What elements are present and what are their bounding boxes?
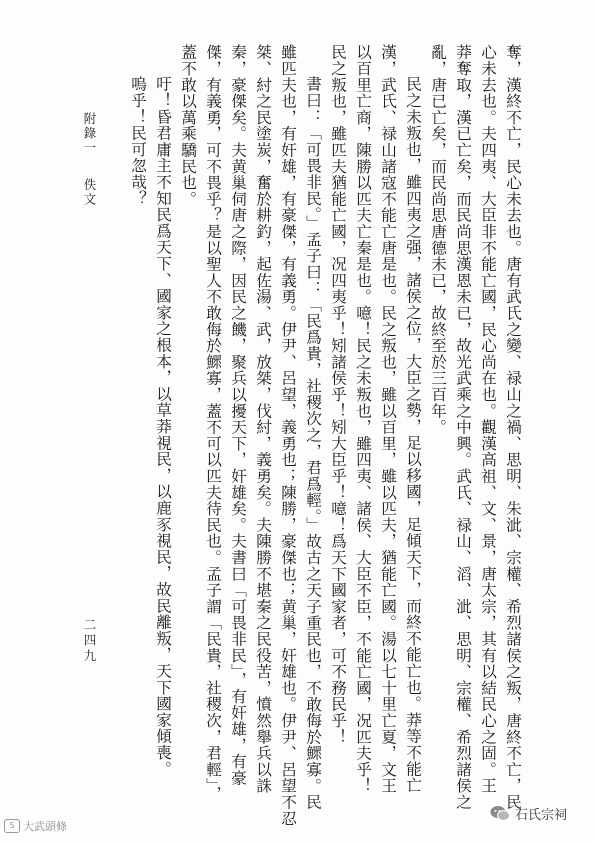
text-column-4: 亂，唐已亡矣，而民尚思唐德未已，故終至於三百年。 xyxy=(429,44,447,436)
text-column-9: 書曰：「可畏非民。」孟子曰：「民爲貴，社稷次之，君爲輕。」故古之天子重民也，不敢侮於鰥寡。民 xyxy=(304,76,322,811)
watermark-left-text: 大武頭條 xyxy=(23,820,67,833)
text-column-15: 吁！昏君庸主不知民爲天下、國家之根本，以草莽視民，以鹿豕視民，故民離叛，天下國家傾喪。 xyxy=(154,76,172,777)
text-column-11: 桀、紂之民塗炭，奮於耕釣，起佐湯、武，放桀，伐紂，義勇矣。夫陳勝不堪秦之民役苦，憤然舉兵以誅 xyxy=(254,44,272,794)
text-column-8: 民之叛也，雖匹夫猶能亡國，况四夷乎！矧諸侯乎！矧大臣乎！噫！爲天下國家者，可不務民乎！ xyxy=(329,44,347,745)
running-header-section: 附錄一 xyxy=(82,112,97,156)
text-column-6: 漢，武氏、禄山諸寇不能亡唐是也。民之叛也，雖以百里，雖以匹夫，猶能亡國。湯以七十里亡夏，文王 xyxy=(379,44,397,794)
text-column-5: 民之未叛也，雖四夷之强，諸侯之位，大臣之勢，足以移國，足傾天下，而終不能亡也。莽等不能亡 xyxy=(404,76,422,794)
text-column-14: 蓋不敢以萬乘驕民也。 xyxy=(179,44,197,207)
chat-bubbles-icon xyxy=(490,805,510,822)
watermark-badge-icon: S xyxy=(4,819,20,833)
text-column-1: 奪，漢終不亡，民心未去也。唐有武氏之變、禄山之禍、思明、朱泚、宗權、希烈諸侯之叛，唐終不亡，民 xyxy=(504,44,522,811)
text-column-2: 心未去也。夫四夷、大臣非不能亡國，民心尚在也。觀漢高祖、文、景，唐太宗，其有以結民心之固。王 xyxy=(479,44,497,794)
text-column-12: 秦，豪傑矣。夫黄巢伺唐之際，因民之饑，聚兵以擾天下，奸雄矣。夫書曰「可畏非民」，有奸雄，有豪 xyxy=(229,44,247,786)
watermark-right xyxy=(490,804,567,823)
text-column-10: 雖匹夫也，有奸雄，有豪傑，有義勇。伊尹、呂望，義勇也；陳勝，豪傑也；黄巢，奸雄也。伊尹、呂望不忍 xyxy=(279,44,297,827)
text-column-13: 傑，有義勇，可不畏乎？是以聖人不敢侮於鰥寡，蓋不可以匹夫待民也。孟子謂「民貴，社稷次，君輕」， xyxy=(204,44,222,803)
text-column-7: 以百里亡商，陳勝以匹夫亡秦是也。噫！民之未叛也，雖四夷、諸侯、大臣不臣，不能亡國，况匹夫乎！ xyxy=(354,44,372,794)
text-column-3: 莽奪取，漢已亡矣，而民尚思漢恩未已，故光武乘之中興。武氏、禄山、滔、泚、思明、宗權、希烈諸侯之 xyxy=(454,44,472,811)
text-column-16: 嗚乎！民可忽哉？ xyxy=(129,76,147,207)
watermark-left xyxy=(4,818,67,834)
running-header-chapter: 佚文 xyxy=(82,178,97,207)
watermark-right-text: 石氏宗祠 xyxy=(515,808,568,823)
page-number: 二四九 xyxy=(82,618,97,665)
